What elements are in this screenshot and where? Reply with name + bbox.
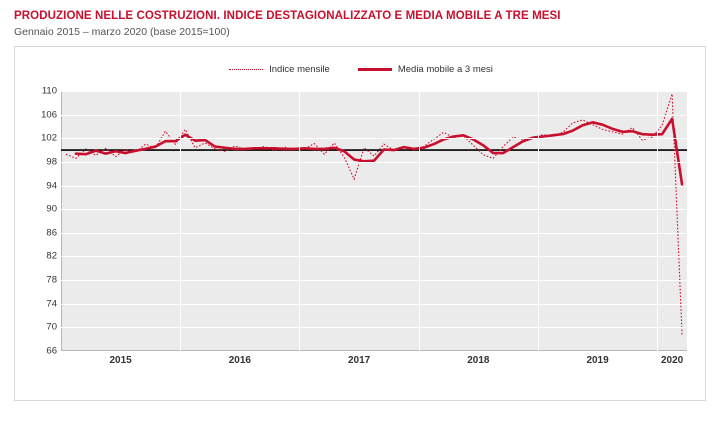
legend-swatch-solid-icon <box>358 68 392 71</box>
series-lines <box>61 91 687 351</box>
legend-label-indice-mensile: Indice mensile <box>269 63 330 75</box>
page-title: PRODUZIONE NELLE COSTRUZIONI. INDICE DESTAGIONALIZZATO E MEDIA MOBILE A TRE MESI <box>14 10 561 22</box>
x-axis-tick-label: 2015 <box>109 355 132 366</box>
y-axis-tick-label: 78 <box>46 274 57 286</box>
y-axis-tick-label: 82 <box>46 250 57 262</box>
gridline-horizontal <box>61 280 687 281</box>
line-indice-mensile <box>66 94 682 335</box>
y-axis-tick-label: 94 <box>46 180 57 192</box>
y-axis-tick-label: 110 <box>41 85 57 97</box>
y-axis-tick-label: 106 <box>41 109 57 121</box>
gridline-horizontal <box>61 186 687 187</box>
legend-item-media-mobile <box>358 64 493 75</box>
y-axis-tick-label: 74 <box>46 298 57 310</box>
y-axis-tick-label: 86 <box>46 227 57 239</box>
gridline-horizontal <box>61 115 687 116</box>
x-axis-tick-label: 2017 <box>347 355 371 366</box>
gridline-horizontal <box>61 304 687 305</box>
gridline-vertical <box>299 91 300 351</box>
y-axis-labels <box>25 85 57 357</box>
gridline-vertical <box>180 91 181 351</box>
chart-panel <box>14 46 706 401</box>
gridline-vertical <box>538 91 539 351</box>
line-media-mobile <box>76 119 682 185</box>
legend-item-indice-mensile <box>229 64 330 75</box>
x-axis-tick-label: 2019 <box>586 355 609 366</box>
legend-label-media-mobile: Media mobile a 3 mesi <box>397 63 493 75</box>
y-axis-tick-label: 66 <box>46 345 57 357</box>
gridline-horizontal <box>61 138 687 139</box>
x-axis-tick-label: 2016 <box>228 355 251 366</box>
y-axis-tick-label: 98 <box>46 156 57 168</box>
gridline-horizontal <box>61 162 687 163</box>
gridline-vertical <box>657 91 658 351</box>
gridline-vertical <box>419 91 420 351</box>
x-axis-tick-label: 2020 <box>660 355 684 366</box>
y-axis-tick-label: 102 <box>41 132 57 144</box>
chart-legend <box>15 59 707 79</box>
gridline-horizontal <box>61 327 687 328</box>
x-axis-labels <box>61 355 687 371</box>
y-axis-tick-label: 70 <box>46 321 57 333</box>
page-subtitle: Gennaio 2015 – marzo 2020 (base 2015=100) <box>14 26 230 38</box>
gridline-horizontal <box>61 91 687 92</box>
plot-area <box>61 91 687 351</box>
legend-swatch-dotted-icon <box>229 69 263 70</box>
gridline-horizontal <box>61 209 687 210</box>
gridline-horizontal <box>61 233 687 234</box>
x-axis-tick-label: 2018 <box>467 355 490 366</box>
y-axis-tick-label: 90 <box>46 203 57 215</box>
gridline-horizontal <box>61 256 687 257</box>
